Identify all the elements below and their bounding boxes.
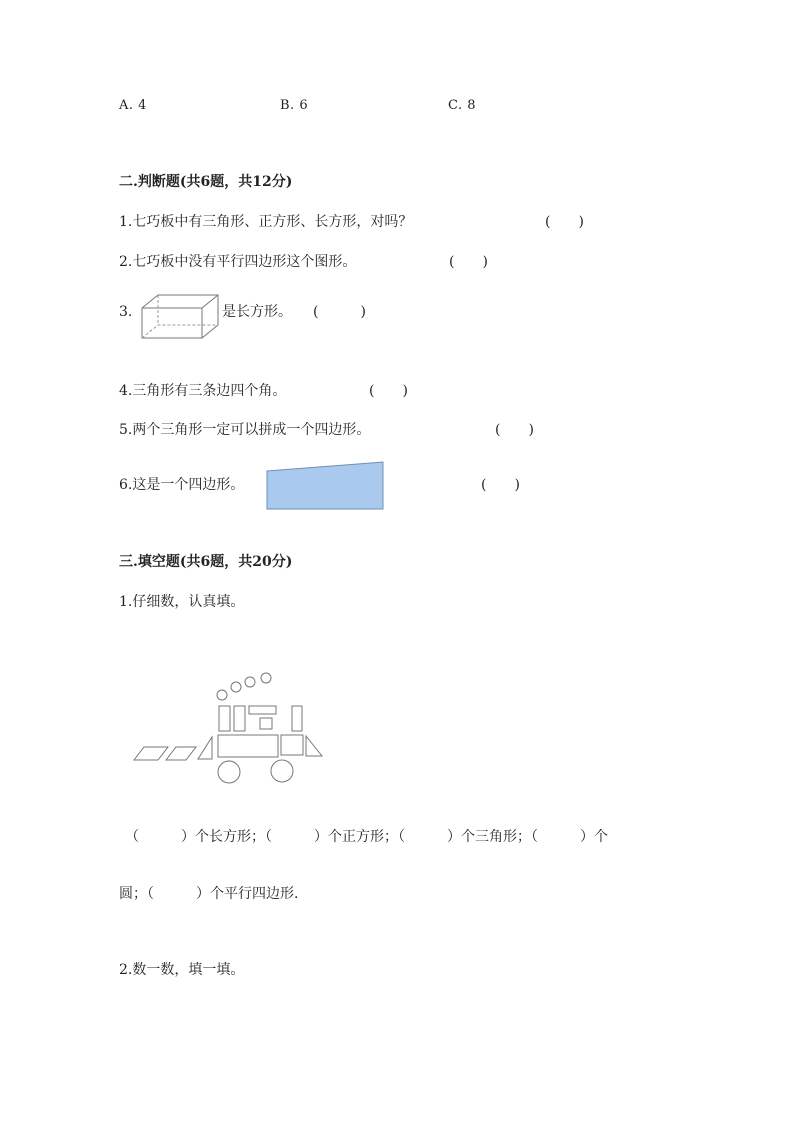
question-2-6: 6.这是一个四边形。 [119, 477, 245, 493]
question-2-5: 5.两个三角形一定可以拼成一个四边形。 [119, 422, 371, 438]
answer-blank-2-2[interactable]: ( ) [449, 254, 488, 270]
answer-blank-2-1[interactable]: ( ) [545, 214, 584, 230]
fill-line-2: 圆；（ ）个平行四边形. [119, 886, 299, 902]
question-2-3-number: 3. [119, 304, 133, 320]
choice-a: A. 4 [119, 98, 147, 113]
train-figure [130, 672, 330, 787]
answer-blank-2-6[interactable]: ( ) [481, 477, 520, 493]
question-3-2: 2.数一数，填一填。 [119, 962, 245, 978]
question-2-2: 2.七巧板中没有平行四边形这个图形。 [119, 254, 357, 270]
answer-blank-2-5[interactable]: ( ) [495, 422, 534, 438]
section2-heading: 二.判断题(共6题，共12分) [119, 174, 293, 190]
answer-blank-2-4[interactable]: ( ) [369, 383, 408, 399]
question-2-3-text: 是长方形。 [222, 304, 292, 320]
question-2-1: 1.七巧板中有三角形、正方形、长方形，对吗？ [119, 214, 413, 230]
fill-line-1: （ ）个长方形；（ ）个正方形；（ ）个三角形；（ ）个 [125, 829, 608, 845]
answer-blank-2-3[interactable]: ( ) [313, 304, 366, 320]
section3-heading: 三.填空题(共6题，共20分) [119, 554, 293, 570]
cuboid-figure [140, 293, 220, 341]
question-2-4: 4.三角形有三条边四个角。 [119, 383, 287, 399]
question-3-1: 1.仔细数，认真填。 [119, 594, 245, 610]
choice-b: B. 6 [280, 98, 309, 113]
choice-c: C. 8 [448, 98, 477, 113]
quadrilateral-figure [266, 461, 384, 510]
